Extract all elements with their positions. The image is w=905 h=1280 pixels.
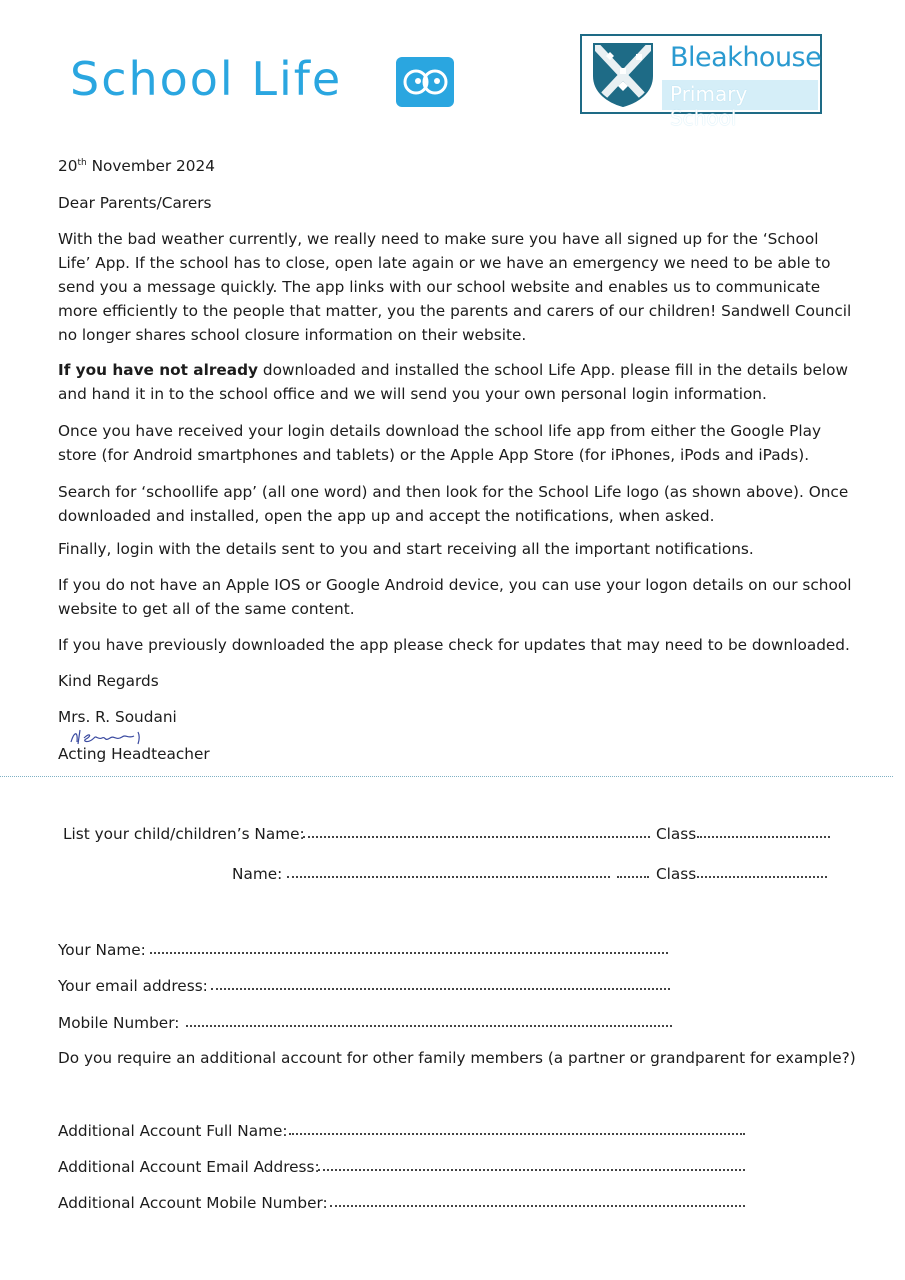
your-name-label: Your Name: (58, 941, 146, 959)
signer-name: Mrs. R. Soudani (58, 708, 177, 726)
paragraph-updates: If you have previously downloaded the app please check for updates that may need to be downloaded. (58, 636, 850, 654)
second-class-field[interactable] (697, 876, 827, 878)
additional-full-name-field[interactable] (289, 1133, 745, 1135)
date-day: 20 (58, 157, 78, 175)
mobile-field[interactable] (186, 1025, 672, 1027)
second-class-label: Class (656, 865, 697, 883)
additional-account-question: Do you require an additional account for other family members (a partner or grandparent for example?) (58, 1049, 856, 1067)
greeting: Dear Parents/Carers (58, 194, 212, 212)
paragraph-instructions (58, 358, 853, 406)
class-field[interactable] (697, 836, 830, 838)
school-life-face-icon (396, 57, 454, 107)
school-name-banner (662, 80, 818, 130)
school-name: Bleakhouse (670, 42, 822, 73)
child-name-label: List your child/children’s Name: (63, 825, 305, 843)
paragraph-website: If you do not have an Apple IOS or Google Android device, you can use your logon details on our school website to get all of the same content. (58, 576, 852, 618)
additional-email-label: Additional Account Email Address: (58, 1158, 320, 1176)
email-label: Your email address: (58, 977, 208, 995)
school-life-logo-text: School Life (70, 52, 343, 106)
additional-mobile-field[interactable] (330, 1205, 745, 1207)
emphasis-text: If you have not already (58, 361, 259, 379)
mobile-label: Mobile Number: (58, 1014, 180, 1032)
paragraph-download: Once you have received your login details download the school life app from either the Google Play store (for Android smartphones and tablets) or the Apple App Store (for iPhones, iPods and iPads). (58, 422, 822, 464)
child-name-field[interactable] (303, 836, 650, 838)
cut-line-divider (0, 776, 893, 777)
signer-role: Acting Headteacher (58, 745, 210, 763)
your-name-field[interactable] (150, 952, 668, 954)
additional-mobile-label: Additional Account Mobile Number: (58, 1194, 328, 1212)
paragraph-login: Finally, login with the details sent to you and start receiving all the important notifications. (58, 540, 754, 558)
second-child-name-field-extension[interactable] (617, 876, 649, 878)
date-suffix: th (77, 157, 87, 168)
second-child-name-label: Name: (232, 865, 283, 883)
paragraph-instructions-text: downloaded and installed the school Life App. please fill in the details below and hand it in to the school office and we will send you your own personal login information. (58, 361, 848, 403)
letter-date (58, 154, 215, 178)
additional-email-field[interactable] (318, 1169, 745, 1171)
date-month-year: November 2024 (86, 157, 215, 175)
closing: Kind Regards (58, 672, 159, 690)
school-life-logo (70, 50, 460, 115)
paragraph-search: Search for ‘schoollife app’ (all one word) and then look for the School Life logo (as shown above). Once downloaded and installed, open the app up and accept the notifications, when asked. (58, 483, 849, 525)
school-crest-icon (592, 42, 654, 108)
bleakhouse-school-logo (580, 34, 822, 130)
email-field[interactable] (211, 988, 670, 990)
school-name-subtitle: Primary School (670, 82, 748, 130)
paragraph-intro: With the bad weather currently, we really need to make sure you have all signed up for the ‘School Life’ App. If the school has to close, open late again or we have an emergency we need to be able to send you a message quickly. The app links with our school website and enables us to communicate more efficiently to the people that matter, you the parents and carers of our children! Sandwell Council no longer shares school closure information on their website. (58, 230, 852, 344)
additional-full-name-label: Additional Account Full Name: (58, 1122, 288, 1140)
class-label: Class (656, 825, 697, 843)
second-child-name-field[interactable] (287, 876, 610, 878)
